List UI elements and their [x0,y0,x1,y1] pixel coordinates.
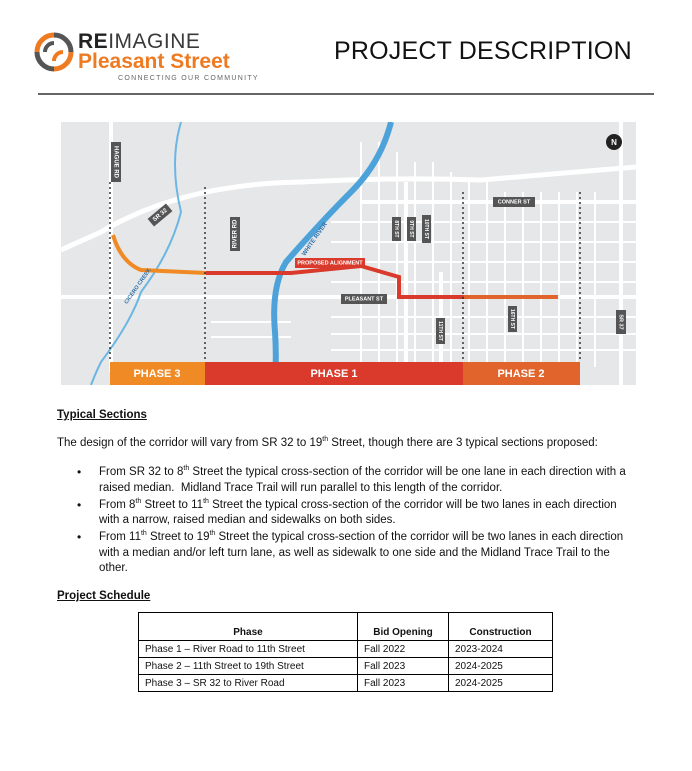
typical-sections-heading: Typical Sections [57,409,147,421]
label-proposed-alignment: PROPOSED ALIGNMENT [297,260,363,267]
project-schedule-heading: Project Schedule [57,590,151,602]
header-divider [38,93,654,95]
cell-bid-opening: Fall 2022 [358,641,449,658]
cell-phase: Phase 3 – SR 32 to River Road [139,675,358,692]
map-background [61,122,636,385]
label-sr32: SR 32 [152,207,169,224]
logo-pleasant-street: Pleasant Street [78,50,230,73]
svg-text:N: N [611,138,617,148]
corridor-map [61,122,636,385]
north-arrow-icon [606,134,622,150]
cell-bid-opening: Fall 2023 [358,675,449,692]
page-header [0,0,692,100]
table-row [139,658,553,675]
label-sr37: SR 37 [617,314,624,330]
label-9th-st: 9TH ST [408,220,415,238]
phase-3-label: PHASE 3 [133,367,181,380]
cell-phase: Phase 1 – River Road to 11th Street [139,641,358,658]
cell-bid-opening: Fall 2023 [358,658,449,675]
label-river-rd: RIVER RD [232,219,239,249]
cell-construction: 2024-2025 [449,658,553,675]
label-8th-st: 8TH ST [393,220,400,238]
label-white-river: WHITE RIVER [301,221,329,258]
page-title: PROJECT DESCRIPTION [334,37,632,65]
column-header-bid-opening: Bid Opening [358,613,449,641]
label-conner-st: CONNER ST [497,199,531,206]
label-cicero-creek: CICERO CREEK [123,267,153,306]
cell-construction: 2023-2024 [449,641,553,658]
reimagine-logo [34,30,264,86]
list-item: • From 8th Street to 11th Street the typical cross-section of the corridor will be two lanes in each direction with a narrow, raised median and sidewalks on both sides. [75,498,655,529]
phase-2-label: PHASE 2 [497,367,545,380]
list-item: • From 11th Street to 19th Street the typical cross-section of the corridor will be two lanes in each direction with a median and/or left turn lane, as well as sidewalk to one side and the Midland Trace Trail to the other. [75,530,655,577]
table-header-row [139,613,553,641]
table-row [139,641,553,658]
label-11th-st: 11TH ST [437,321,444,341]
column-header-phase: Phase [139,613,358,641]
label-pleasant-st: PLEASANT ST [344,296,384,303]
cell-phase: Phase 2 – 11th Street to 19th Street [139,658,358,675]
schedule-table [138,612,553,692]
column-header-construction: Construction [449,613,553,641]
logo-wordmark: REIMAGINE [78,30,201,53]
typical-sections-list [75,465,655,578]
cell-construction: 2024-2025 [449,675,553,692]
phase-1-label: PHASE 1 [310,367,358,380]
logo-tagline: CONNECTING OUR COMMUNITY [118,75,259,82]
list-item: • From SR 32 to 8th Street the typical cross-section of the corridor will be one lane in each direction with a raised median. Midland Trace Trail will run parallel to this length of the corridor. [75,465,655,496]
typical-sections-intro: The design of the corridor will vary from SR 32 to 19th Street, though there are 3 typical sections proposed: [57,436,598,449]
table-row [139,675,553,692]
logo-ring-icon [34,32,74,72]
label-16th-st: 16TH ST [509,308,516,330]
label-hague-rd: HAGUE RD [112,145,119,179]
label-10th-st: 10TH ST [423,218,430,240]
